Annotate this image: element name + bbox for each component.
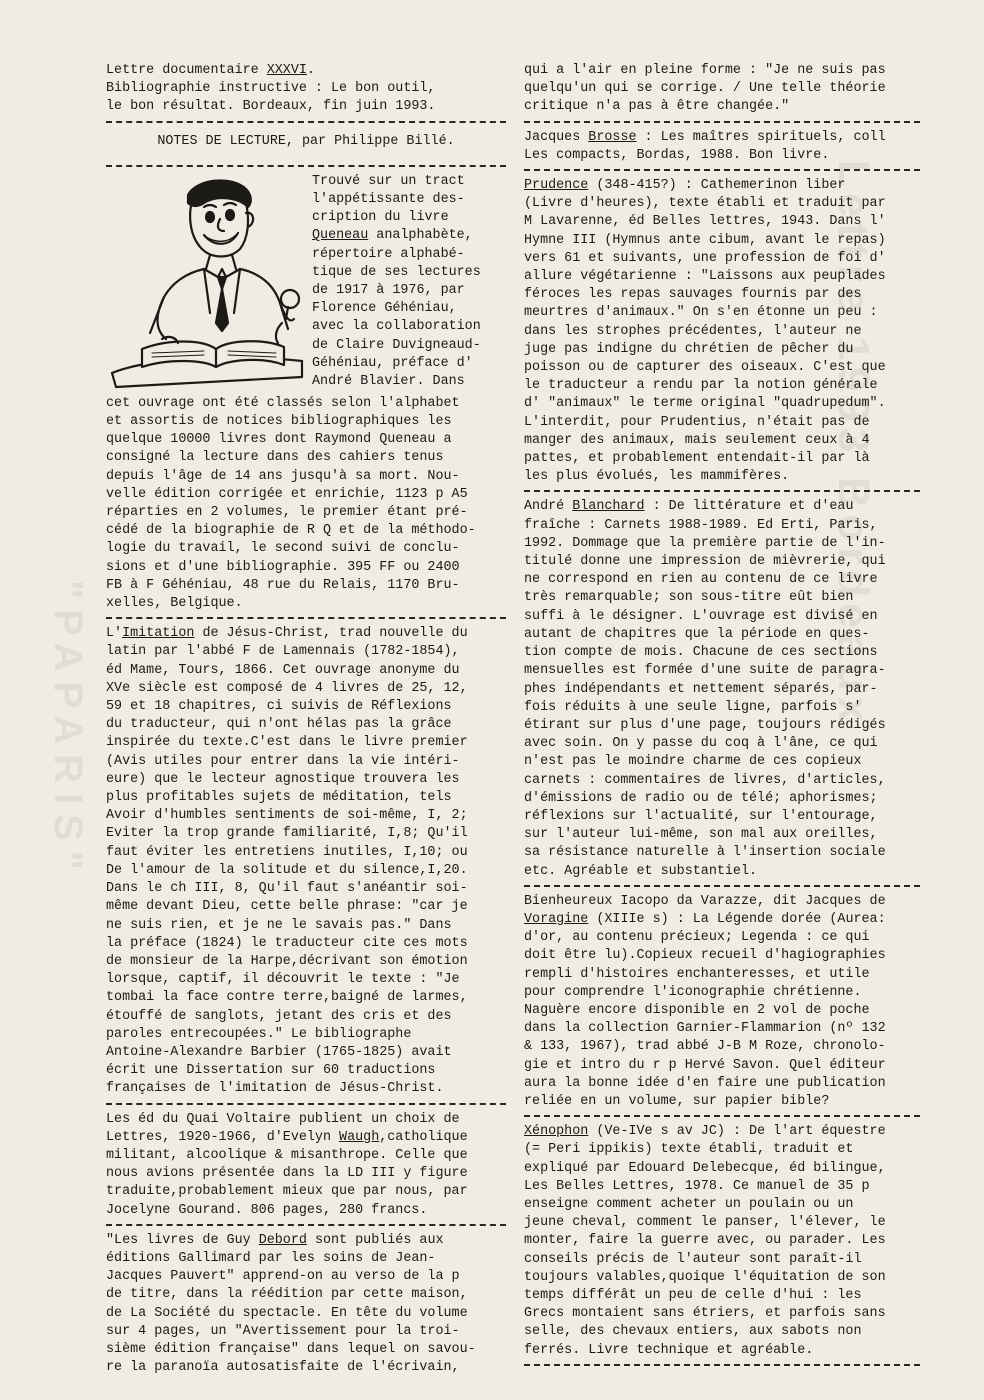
entry-queneau [106,173,506,613]
entry-xenophon: Xénophon (Ve-IVe s av JC) : De l'art équestre (= Peri ippikis) texte établi, traduit et expliqué par Edouard Delebecque, éd bilingue, Les Belles Lettres, 1978. Ce manuel de 35 p enseigne comment acheter un poulain ou un jeune cheval, comment le panser, l'élever, le monter, faire la guerre avec, ou parader. Les conseils précis de l'auteur sont paraît-il toujours valables,quoique l'équitation de son temps différât un peu de celle d'hui : les Grecs montaient sans étriers, et parfois sans selle, des chevaux entiers, aux sabots non ferrés. Livre technique et agréable. [524,1123,920,1360]
entry-prudence-keyword: Prudence [524,178,589,194]
entry-imitation-keyword: Imitation [122,626,195,642]
right-column [524,62,920,1372]
letter-number: XXXVI [266,63,307,78]
entry-queneau-keyword: Queneau [312,228,369,244]
entry-brosse-keyword: Brosse [588,129,637,145]
entry-brosse: Jacques Brosse : Les maîtres spirituels, coll Les compacts, Bordas, 1988. Bon livre. [524,129,920,165]
entry-debord-keyword: Debord [258,1232,307,1248]
entry-brosse-body: Les compacts, Bordas, 1988. Bon livre. [524,147,830,163]
entry-blanchard-keyword: Blanchard [572,499,645,515]
entry-blanchard-body: fraîche : Carnets 1988-1989. Ed Erti, Paris, 1992. Dommage que la première partie de l'in- titulé donne une impression de mièvrerie, qui ne correspond en rien au contenu de ce livre très remarquable; son sous-titre eût bien suffi à le désigner. L'ouvrage est divisé en autant de chapitres que la période en ques- tion compte de mois. Chacune de ces sections mensuelles est formée d'une suite de paragra- phes indépendants et nettement séparés, par- fois réduits à une seule ligne, parfois s' étirant sur plus d'une page, toujours rédigés avec soin. On y passe du coq à l'âne, ce qui n'est pas le moindre charme de ces copieux carnets : commentaires de livres, d'articles, d'émissions de radio ou de télé; aphorismes; réflexions sur l'actualité, sur l'entourage, sur l'auteur lui-même, son mal aux oreilles, sa résistance naturelle à l'insertion sociale etc. Agréable et substantiel. [524,517,886,879]
entry-voragine: Bienheureux Iacopo da Varazze, dit Jacques de Voragine (XIIIe s) : La Légende dorée (Aurea: d'or, au contenu précieux; Legenda : ce qui doit être lu).Copieux recueil d'hagiographies rempli d'histoires enchanteresses, et utile pour comprendre l'iconographie chrétienne. Naguère encore disponible en 2 vol de poche dans la collection Garnier-Flammarion (nº 132 & 133, 1967), trad abbé J-B M Roze, chronolo- gie et intro du r p Hervé Savon. Quel éditeur aura la bonne idée d'en faire une publication reliée en un volume, sur papier bible? [524,893,920,1111]
divider [524,1364,920,1366]
header-line-2: Bibliographie instructive : Le bon outil, [106,81,436,97]
divider [524,121,920,123]
divider [106,617,506,619]
entry-debord: "Les livres de Guy Debord sont publiés aux éditions Gallimard par les soins de Jean- Jacques Pauvert" apprend-on au verso de la p de titre, dans la réédition par cette maison, de La Société du spectacle. En tête du volume sur 4 pages, un "Avertissement pour la troi- sième édition française" dans lequel on savou- re la paranoïa autosatisfaite de l'écrivain, [106,1232,506,1378]
divider [106,1103,506,1105]
entry-debord-body: éditions Gallimard par les soins de Jean- Jacques Pauvert" apprend-on au verso de la p de titre, dans la réédition par cette maison, de La Société du spectacle. En tête du volume sur 4 pages, un "Avertissement pour la troi- sième édition française" dans lequel on savou- re la paranoïa autosatisfaite de l'écrivain, [106,1250,476,1376]
divider [106,165,506,167]
entry-waugh: Les éd du Quai Voltaire publient un choix de Lettres, 1920-1966, d'Evelyn Waugh,catholique militant, alcoolique & misanthrope. Celle que nous avions présentée dans la LD III y figure traduite,probablement mieux que par nous, par Jocelyne Gourand. 806 pages, 280 francs. [106,1111,506,1220]
entry-queneau-body: cet ouvrage ont été classés selon l'alphabet et assortis de notices bibliographiques les quelque 10000 livres dont Raymond Queneau a consigné la lecture dans des cahiers tenus depuis l'âge de 14 ans jusqu'à sa mort. Nou- velle édition corrigée et enrichie, 1123 p A5 réparties en 2 volumes, le premier étant pré- cédé de la biographie de R Q et de la méthodo- logie du travail, le second suivi de conclu- sions et d'une bibliographie. 395 FF ou 2400 FB à F Géhéniau, 48 rue du Relais, 1170 Bru- xelles, Belgique. [106,395,476,612]
entry-xenophon-body: (= Peri ippikis) texte établi, traduit et expliqué par Edouard Delebecque, éd bilingue, Les Belles Lettres, 1978. Ce manuel de 35 p enseigne comment acheter un poulain ou un jeune cheval, comment le panser, l'élever, le monter, faire la guerre avec, ou parader. Les conseils précis de l'auteur sont paraît-il toujours valables,quoique l'équitation de son temps différât un peu de celle d'hui : les Grecs montaient sans étriers, et parfois sans selle, des chevaux entiers, aux sabots non ferrés. Livre technique et agréable. [524,1142,886,1358]
entry-xenophon-keyword: Xénophon [524,1124,589,1140]
divider [106,121,506,123]
left-column [106,62,506,1377]
divider [106,1224,506,1226]
entry-waugh-keyword: Waugh [339,1129,380,1145]
entry-queneau-wrap-text: Trouvé sur un tract l'appétissante des- cription du livre Queneau analphabète, répertoire alphabé- tique de ses lectures de 1917 à 1976, par Florence Géhéniau, avec la collaboration de Claire Duvigneaud- Géhéniau, préface d' André Blavier. Dans [312,173,481,390]
entry-prudence-body: (Livre d'heures), texte établi et traduit par M Lavarenne, éd Belles lettres, 1943. Dans l' Hymne III (Hymnus ante cibum, avant le repas) vers 61 et suivants, une profession de foi d' allure végétarienne : "Laissons aux peuplades féroces les repas sauvages fournis par des meurtres d'animaux." On s'en étonne un peu : dans les strophes précédentes, l'auteur ne juge pas indigne du chrétien de pêcher du poisson ou de capturer des oiseaux. C'est que le traducteur a rendu par la notion générale d' "animaux" le terme original "quadrupedum". L'interdit, pour Prudentius, n'était pas de manger des animaux, mais seulement ceux à 4 pattes, et probablement entendait-il par là les plus évolués, les mammifères. [524,196,886,485]
entry-voragine-keyword: Voragine [524,911,589,927]
section-title: NOTES DE LECTURE, par Philippe Billé. [157,133,455,149]
entry-waugh-body: militant, alcoolique & misanthrope. Celle que nous avions présentée dans la LD III y figure traduite,probablement mieux que par nous, par Jocelyne Gourand. 806 pages, 280 francs. [106,1147,468,1218]
divider [524,490,920,492]
entry-prudence: Prudence (348-415?) : Cathemerinon liber (Livre d'heures), texte établi et traduit par M Lavarenne, éd Belles lettres, 1943. Dans l' Hymne III (Hymnus ante cibum, avant le repas) vers 61 et suivants, une profession de foi d' allure végétarienne : "Laissons aux peuplades féroces les repas sauvages fournis par des meurtres d'animaux." On s'en étonne un peu : dans les strophes précédentes, l'auteur ne juge pas indigne du chrétien de pêcher du poisson ou de capturer des oiseaux. C'est que le traducteur a rendu par la notion générale d' "animaux" le terme original "quadrupedum". L'interdit, pour Prudentius, n'était pas de manger des animaux, mais seulement ceux à 4 pattes, et probablement entendait-il par là les plus évolués, les mammifères. [524,177,920,486]
reader-illustration [106,173,306,395]
entry-blanchard: André Blanchard : De littérature et d'eau fraîche : Carnets 1988-1989. Ed Erti, Paris, 1992. Dommage que la première partie de l'in- titulé donne une impression de mièvrerie, qui ne correspond en rien au contenu de ce livre très remarquable; son sous-titre eût bien suffi à le désigner. L'ouvrage est divisé en autant de chapitres que la période en ques- tion compte de mois. Chacune de ces sections mensuelles est formée d'une suite de paragra- phes indépendants et nettement séparés, par- fois réduits à une seule ligne, parfois s' étirant sur plus d'une page, toujours rédigés avec soin. On y passe du coq à l'âne, ce qui n'est pas le moindre charme de ces copieux carnets : commentaires de livres, d'articles, d'émissions de radio ou de télé; aphorismes; réflexions sur l'actualité, sur l'entourage, sur l'auteur lui-même, son mal aux oreilles, sa résistance naturelle à l'insertion sociale etc. Agréable et substantiel. [524,498,920,880]
watermark-left: "PAPARIS" [46,580,90,880]
letter-header: Lettre documentaire XXXVI. Bibliographie instructive : Le bon outil, le bon résultat. Bordeaux, fin juin 1993. [106,63,436,115]
entry-imitation: L'Imitation de Jésus-Christ, trad nouvelle du latin par l'abbé F de Lamennais (1782-1854), éd Mame, Tours, 1866. Cet ouvrage anonyme du XVe siècle est composé de 4 livres de 25, 12, 59 et 18 chapitres, ci suivis de Réflexions du traducteur, qui n'ont hélas pas la grâce inspirée du texte.C'est dans le livre premier (Avis utiles pour entrer dans la vie intéri- eure) que le lecteur agnostique trouvera les plus profitables sujets de méditation, tels Avoir d'humbles sentiments de soi-même, I, 2; Eviter la trop grande familiarité, I,8; Qu'il faut éviter les entretiens inutiles, I,10; ou De l'amour de la solitude et du silence,I,20. Dans le ch III, 8, Qu'il faut s'anéantir soi- même devant Dieu, cette belle phrase: "car je ne suis rien, et je ne le savais pas." Dans la préface (1824) le traducteur cite ces mots de monsieur de la Harpe,décrivant son émotion lorsque, captif, il découvrit le texte : "Je tombai la face contre terre,baigné de larmes, étouffé de sanglots, jetant des cris et des paroles entrecoupées." Le bibliographe Antoine-Alexandre Barbier (1765-1825) avait écrit une Dissertation sur 60 traductions françaises de l'imitation de Jésus-Christ. [106,625,506,1098]
entry-debord-continued: qui a l'air en pleine forme : "Je ne suis pas quelqu'un qui se corrige. / Une telle théorie critique n'a pas à être changée." [524,63,886,115]
divider [524,1115,920,1117]
header-line-3: le bon résultat. Bordeaux, fin juin 1993. [106,99,436,115]
divider [524,885,920,887]
entry-imitation-body: latin par l'abbé F de Lamennais (1782-1854), éd Mame, Tours, 1866. Cet ouvrage anonyme du XVe siècle est composé de 4 livres de 25, 12, 59 et 18 chapitres, ci suivis de Réflexions du traducteur, qui n'ont hélas pas la grâce inspirée du texte.C'est dans le livre premier (Avis utiles pour entrer dans la vie intéri- eure) que le lecteur agnostique trouvera les plus profitables sujets de méditation, tels Avoir d'humbles sentiments de soi-même, I, 2; Eviter la trop grande familiarité, I,8; Qu'il faut éviter les entretiens inutiles, I,10; ou De l'amour de la solitude et du silence,I,20. Dans le ch III, 8, Qu'il faut s'anéantir soi- même devant Dieu, cette belle phrase: "car je ne suis rien, et je ne le savais pas." Dans la préface (1824) le traducteur cite ces mots de monsieur de la Harpe,décrivant son émotion lorsque, captif, il découvrit le texte : "Je tombai la face contre terre,baigné de larmes, étouffé de sanglots, jetant des cris et des paroles entrecoupées." Le bibliographe Antoine-Alexandre Barbier (1765-1825) avait écrit une Dissertation sur 60 traductions françaises de l'imitation de Jésus-Christ. [106,644,468,1097]
entry-voragine-body: d'or, au contenu précieux; Legenda : ce qui doit être lu).Copieux recueil d'hagiographies rempli d'histoires enchanteresses, et utile pour comprendre l'iconographie chrétienne. Naguère encore disponible en 2 vol de poche dans la collection Garnier-Flammarion (nº 132 & 133, 1967), trad abbé J-B M Roze, chronolo- gie et intro du r p Hervé Savon. Quel éditeur aura la bonne idée d'en faire une publication reliée en un volume, sur papier bible? [524,930,886,1109]
watermark-right: Lettre 1993 Bordeaux [829,160,878,728]
divider [524,169,920,171]
